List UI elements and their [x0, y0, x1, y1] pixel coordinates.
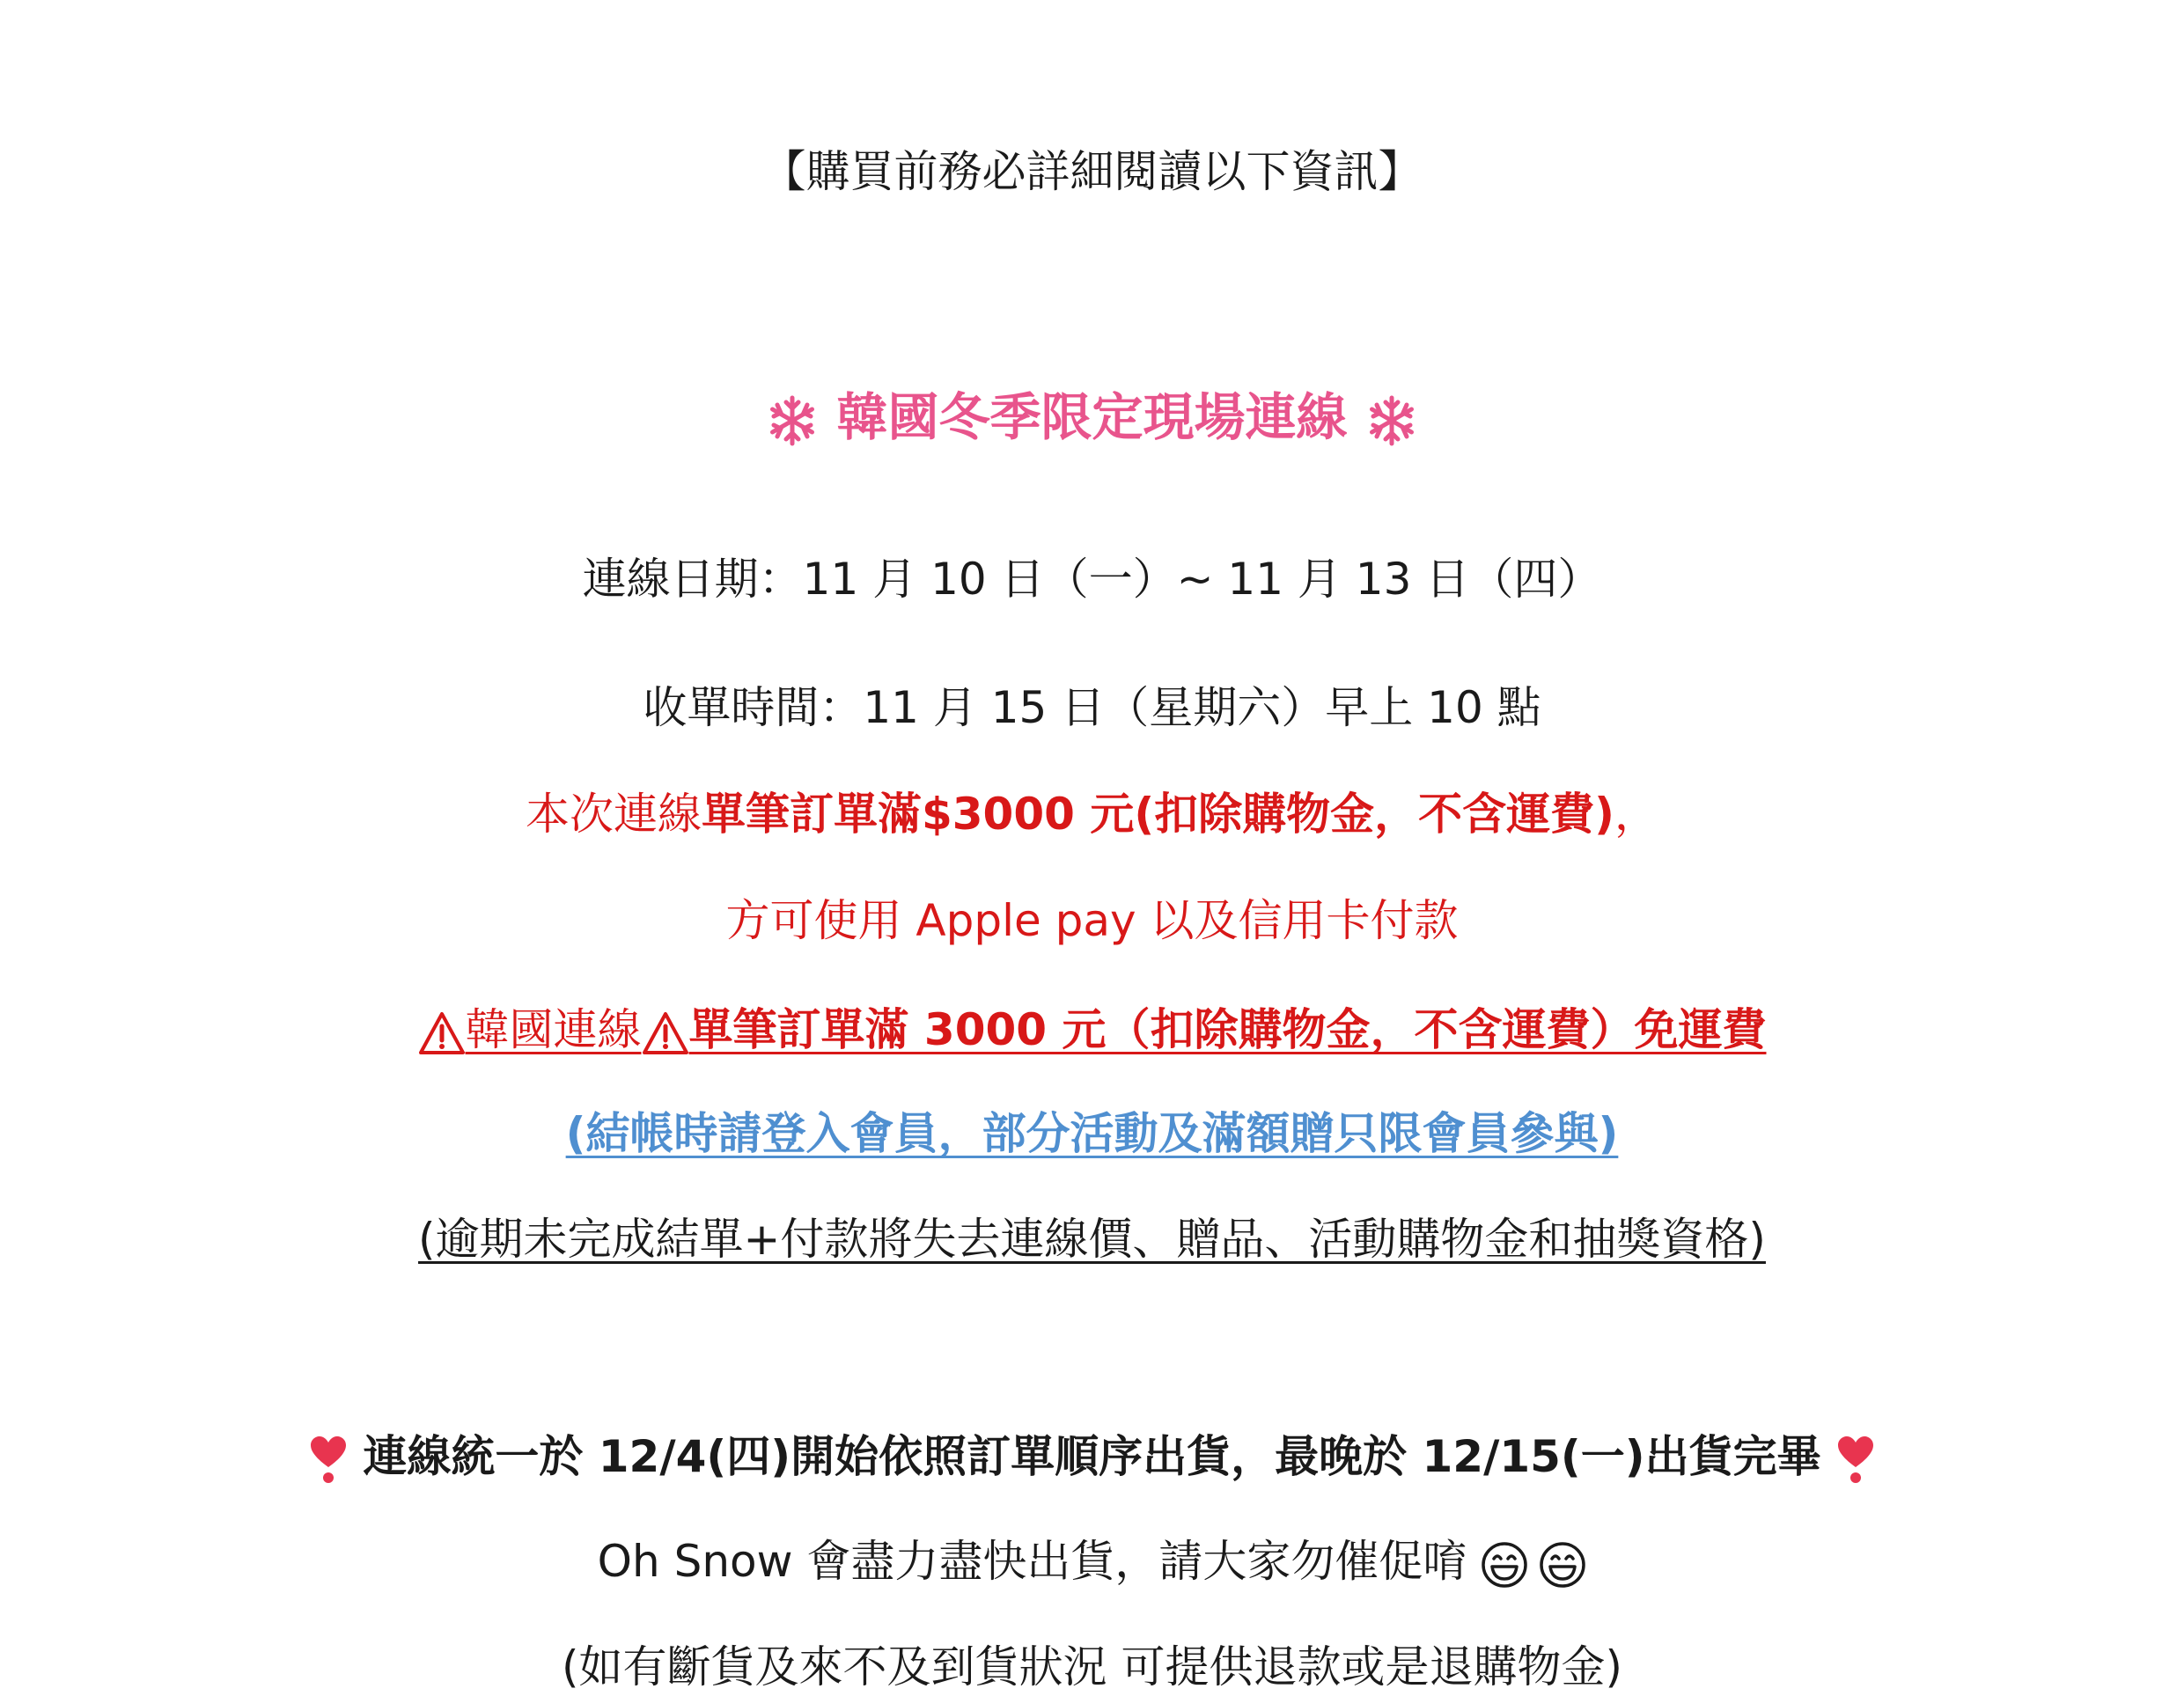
expiry-warning: (逾期未完成結單+付款將失去連線價、贈品、活動購物金和抽獎資格) [418, 1214, 1766, 1265]
payment-threshold [0, 788, 2184, 841]
shipping-schedule [0, 1430, 2184, 1485]
heart-exclamation-icon [1836, 1435, 1875, 1485]
heart-exclamation-icon [309, 1435, 348, 1485]
member-login-note: (結帳時請登入會員，部分活動及滿額贈只限會員參與) [565, 1108, 1619, 1159]
snowflake-icon [766, 394, 819, 447]
threshold-prefix: 本次連線 [525, 789, 702, 840]
order-cutoff: 收單時間：11 月 15 日（星期六）早上 10 點 [643, 682, 1541, 733]
smiling-face-icon [1481, 1541, 1528, 1589]
warning-icon [418, 1011, 466, 1055]
payment-methods: 方可使用 Apple pay 以及信用卡付款 [725, 895, 1459, 946]
warning-icon [642, 1011, 689, 1055]
shipping-promise-text: Oh Snow 會盡力盡快出貨，請大家勿催促唷 [597, 1536, 1467, 1587]
smiling-face-icon [1539, 1541, 1586, 1589]
notice-title: 【購買前務必詳細閱讀以下資訊】 [761, 146, 1423, 197]
headline [0, 387, 2184, 449]
free-shipping-condition: 單筆訂單滿 3000 元（扣除購物金，不含運費）免運費 [688, 1004, 1767, 1055]
headline-text: 韓國冬季限定現場連線 [836, 387, 1348, 447]
free-shipping-rule [0, 1003, 2184, 1056]
shipping-schedule-text: 連線統一於 12/4(四)開始依照訂單順序出貨，最晚於 12/15(一)出貨完畢 [363, 1431, 1821, 1482]
threshold-amount: 單筆訂單滿$3000 元(扣除購物金，不含運費) [701, 789, 1615, 840]
refund-note: (如有斷貨及來不及到貨狀況 可提供退款或是退購物金) [562, 1641, 1622, 1692]
shipping-promise [0, 1535, 2184, 1589]
session-dates: 連線日期：11 月 10 日（一）~ 11 月 13 日（四） [582, 554, 1602, 605]
snowflake-icon [1365, 394, 1418, 447]
threshold-suffix: ， [1614, 789, 1659, 840]
free-shipping-label: 韓國連線 [465, 1004, 642, 1055]
